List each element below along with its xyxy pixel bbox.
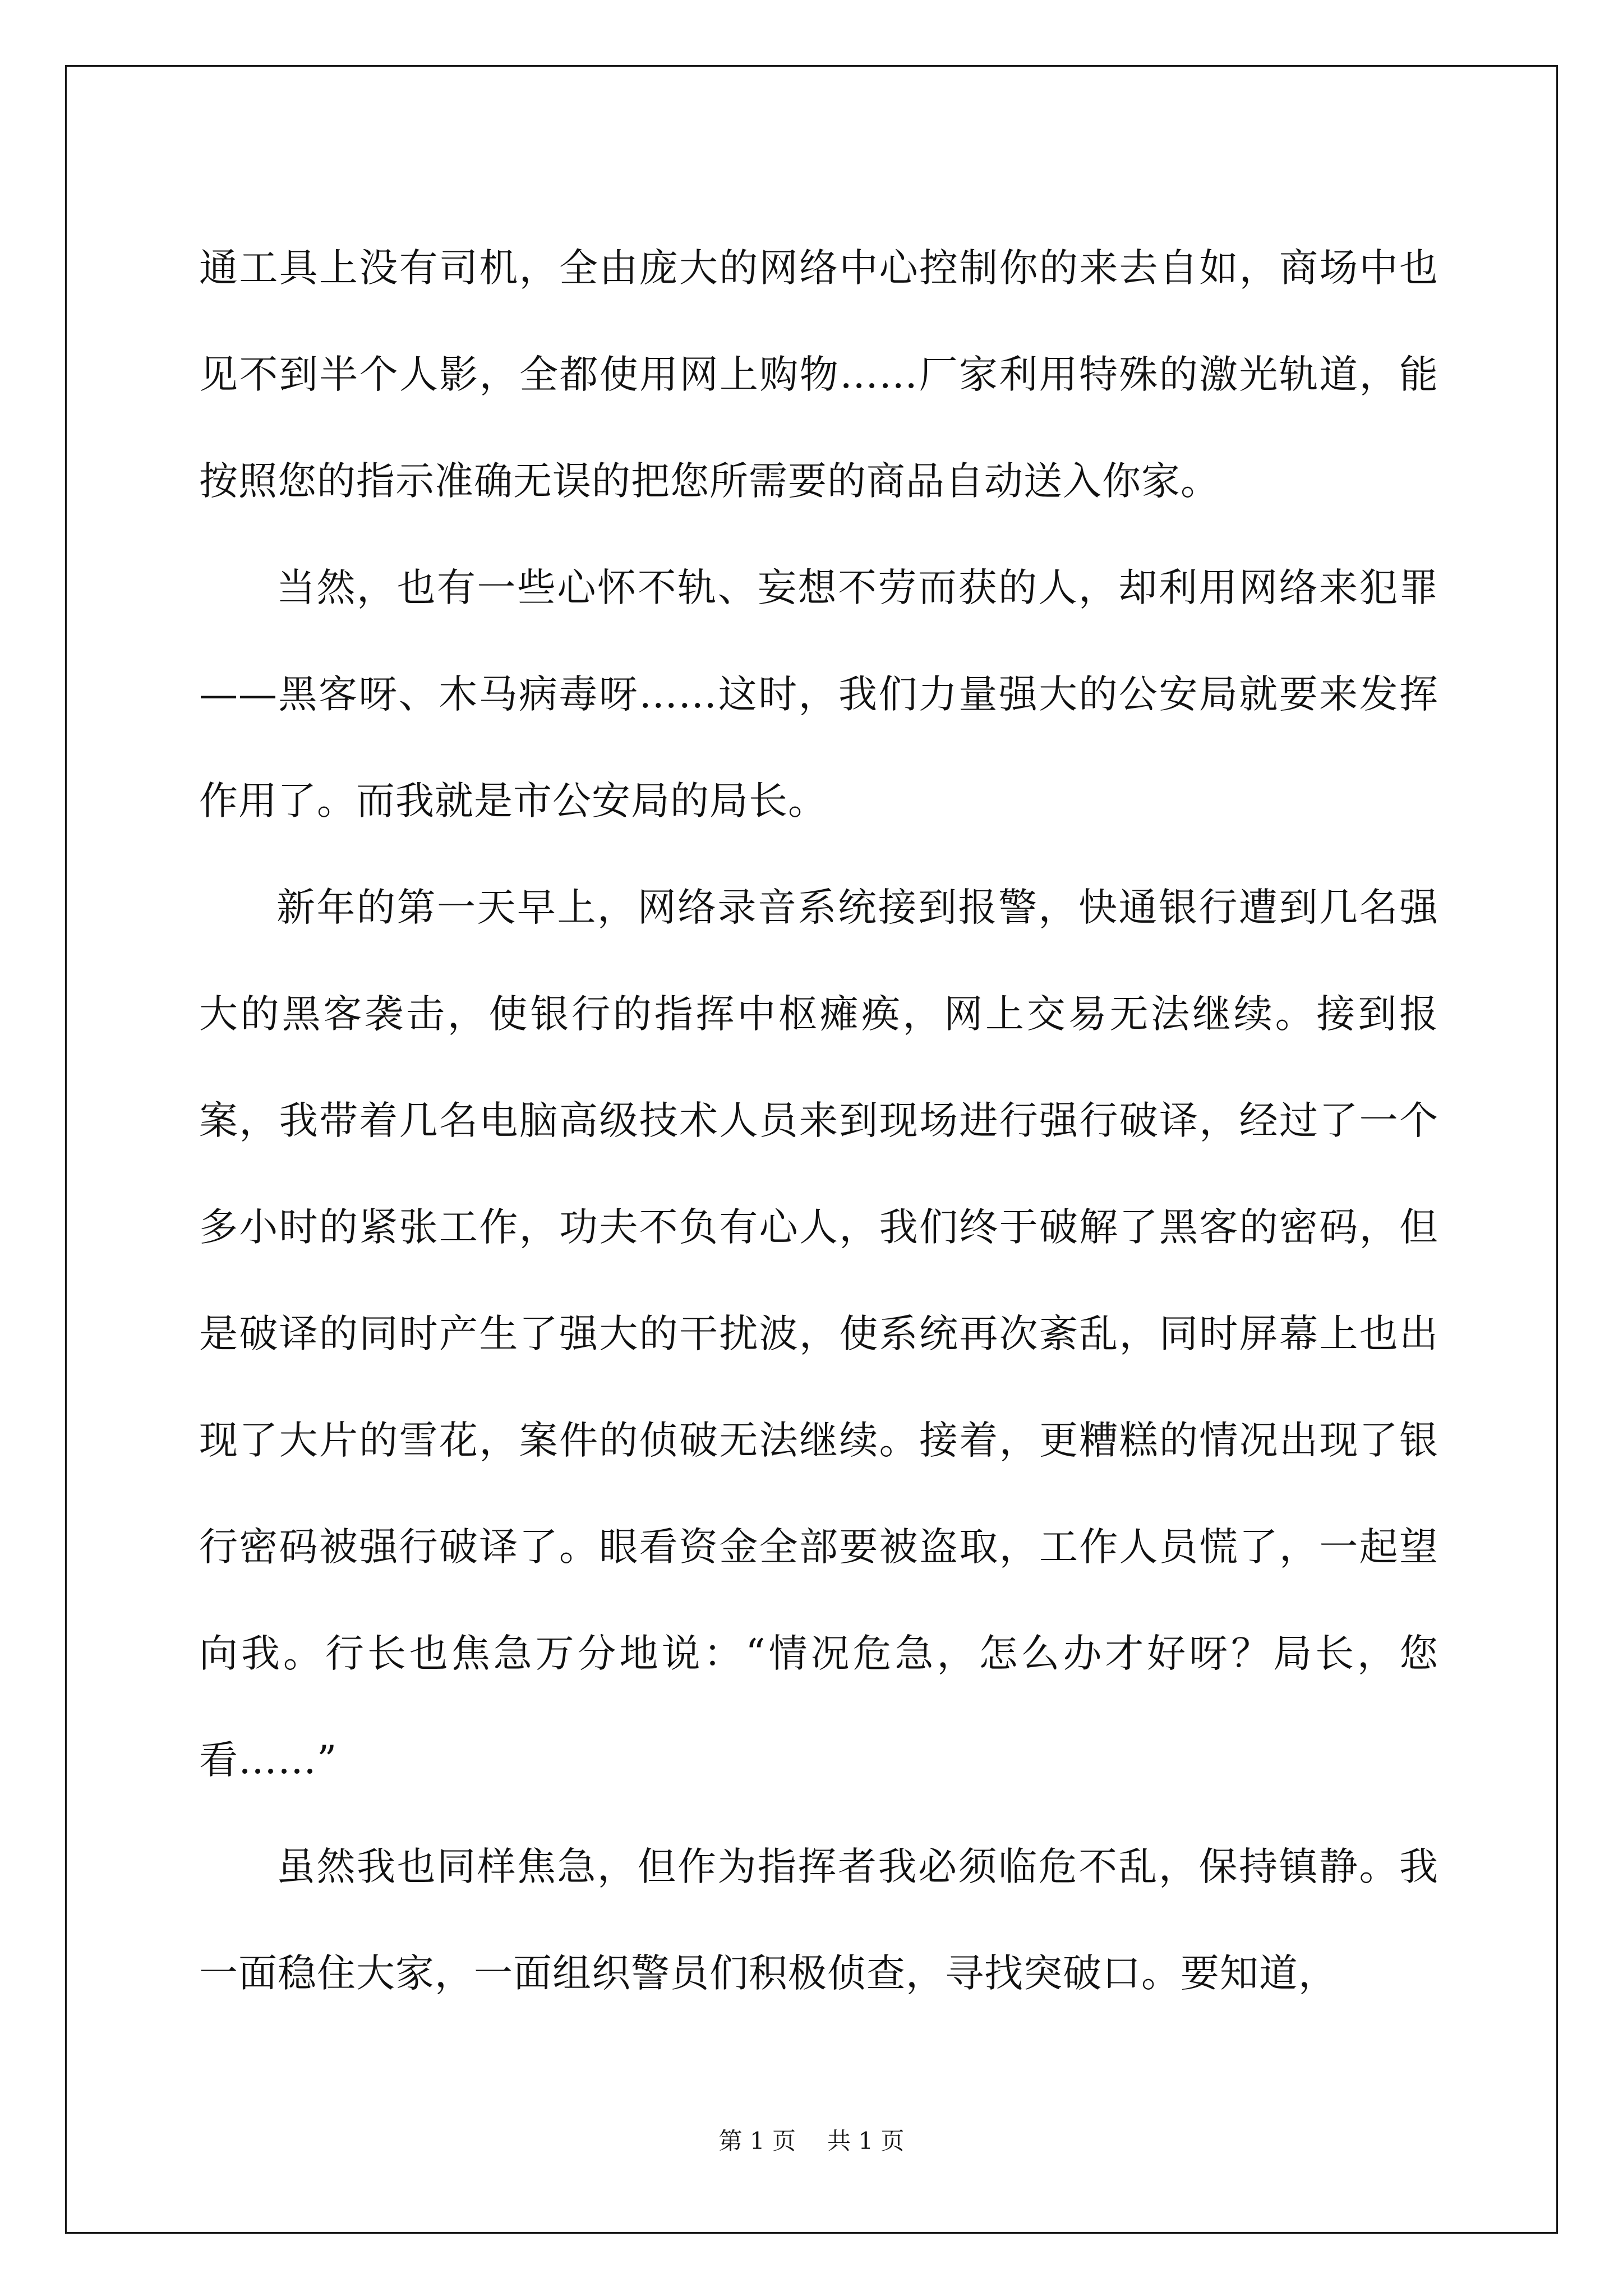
paragraph-3: 新年的第一天早上，网络录音系统接到报警，快通银行遭到几名强大的黑客袭击，使银行的指挥中枢瘫痪，网上交易无法继续。接到报案，我带着几名电脑高级技术人员来到现场进行强行破译，经过了一个多小时的紧张工作，功夫不负有心人，我们终于破解了黑客的密码，但是破译的同时产生了强大的干扰波，使系统再次紊乱，同时屏幕上也出现了大片的雪花，案件的侦破无法继续。接着，更糟糕的情况出现了银行密码被强行破译了。眼看资金全部要被盗取，工作人员慌了，一起望向我。行长也焦急万分地说：“情况危急，怎么办才好呀？局长，您看……”: [199, 885, 1438, 1783]
paragraph-4: 虽然我也同样焦急，但作为指挥者我必须临危不乱，保持镇静。我一面稳住大家，一面组织警员们积极侦查，寻找突破口。要知道，: [199, 1844, 1438, 1996]
page-footer: [0, 2123, 1623, 2156]
document-body: [199, 215, 1438, 2027]
page-number: 第 1 页: [718, 2127, 796, 2155]
page-total: 共 1 页: [827, 2127, 905, 2155]
paragraph-1: 通工具上没有司机，全由庞大的网络中心控制你的来去自如，商场中也见不到半个人影，全都使用网上购物……厂家利用特殊的激光轨道，能按照您的指示准确无误的把您所需要的商品自动送入你家。: [199, 246, 1438, 504]
paragraph-2: 当然，也有一些心怀不轨、妄想不劳而获的人，却利用网络来犯罪——黑客呀、木马病毒呀……这时，我们力量强大的公安局就要来发挥作用了。而我就是市公安局的局长。: [199, 565, 1438, 823]
